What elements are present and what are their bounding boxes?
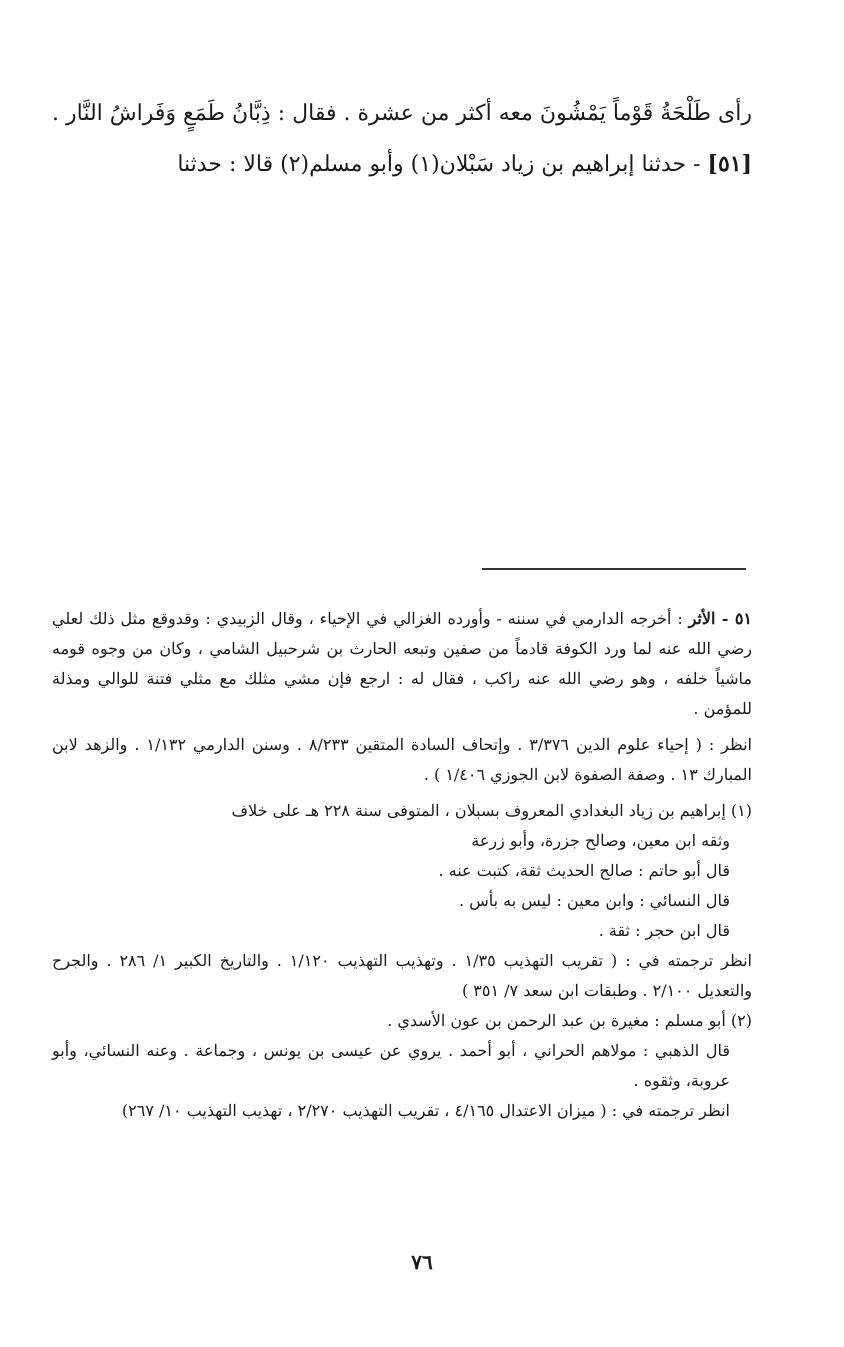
narration-number: [٥١]	[707, 151, 752, 177]
footnote-2-references: انظر ترجمته في : ( ميزان الاعتدال ٤/١٦٥ ، تقريب التهذيب ٢/٢٧٠ ، تهذيب التهذيب ١٠/ ٢٦٧)	[121, 1101, 730, 1120]
footnote-1-title: (١) إبراهيم بن زياد البغدادي المعروف بسبلان ، المتوفى سنة ٢٢٨ هـ على خلاف	[231, 801, 752, 820]
footnote-1-line-2: وثقه ابن معين، وصالح جزرة، وأبو زرعة	[471, 831, 730, 850]
main-paragraph-2	[52, 142, 752, 187]
footnote-separator	[482, 568, 746, 570]
page-number: ٧٦	[411, 1250, 433, 1274]
footnotes	[52, 604, 752, 1126]
footnote-1-line-3: قال أبو حاتم : صالح الحديث ثقة، كتبت عنه .	[438, 861, 730, 880]
athar-label: ٥١ - الأثر	[688, 609, 752, 628]
footnote-2-title: (٢) أبو مسلم : مغيرة بن عبد الرحمن بن عون الأسدي .	[387, 1011, 752, 1030]
main-paragraph-1: رأى طَلْحَةُ قَوْماً يَمْشُونَ معه أكثر من عشرة . فقال : ذِبَّانُ طَمَعٍ وَفَراشُ النَّار .	[52, 101, 752, 126]
footnote-1-references: انظر ترجمته في : ( تقريب التهذيب ١/٣٥ . وتهذيب التهذيب ١/١٢٠ . والتاريخ الكبير ١/ ٢٨٦ . والجرح والتعديل ٢/١٠٠ . وطبقات ابن سعد ٧/ ٣٥١ )	[52, 951, 752, 1000]
footnote-2-line-2: قال الذهبي : مولاهم الحراني ، أبو أحمد . يروي عن عيسى بن يونس ، وجماعة . وعنه النسائي، وأبو عروبة، وثقوه .	[52, 1041, 730, 1090]
main-text	[52, 92, 752, 187]
athar-references: انظر : ( إحياء علوم الدين ٣/٣٧٦ . وإتحاف السادة المتقين ٨/٢٣٣ . وسنن الدارمي ١/١٣٢ . والزهد لابن المبارك ١٣ . وصفة الصفوة لابن الجوزي ١/٤٠٦ ) .	[52, 735, 753, 784]
footnote-1-line-5: قال ابن حجر : ثقة .	[598, 921, 730, 940]
footnote-1-line-4: قال النسائي : وابن معين : ليس به بأس .	[459, 891, 730, 910]
athar-text: : أخرجه الدارمي في سننه - وأورده الغزالي في الإحياء ، وقال الزبيدي : وقدوقع مثل ذلك لعلي رضي الله عنه لما ورد الكوفة قادماً من صفين وتبعه الحارث بن شرحبيل الشامي ، وكان من وجوه قومه ماشياً خلفه ، وهو رضي الله عنه راكب ، فقال له : ارجع فإن مشي مثلك مع مثلي فتنة للوالي ومذلة للمؤمن .	[52, 609, 752, 718]
narration-chain: - حدثنا إبراهيم بن زياد سَبْلان(١) وأبو مسلم(٢) قالا : حدثنا	[177, 152, 701, 177]
athar-note	[52, 604, 752, 724]
